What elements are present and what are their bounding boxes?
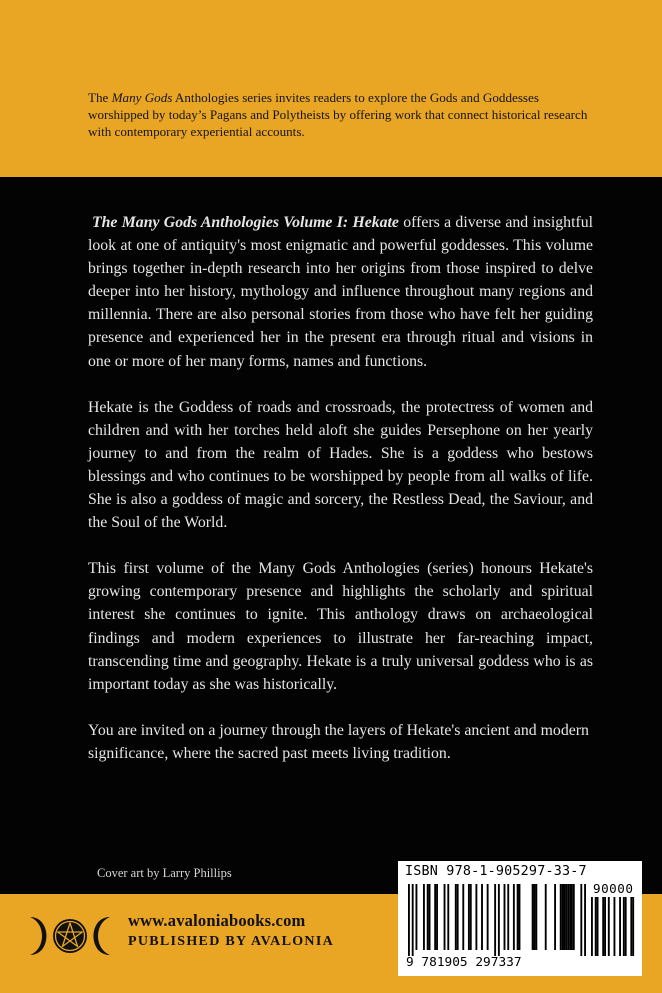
ean-digits: 9 781905 297337 xyxy=(406,955,522,970)
book-title-lead: The Many Gods Anthologies Volume I: Hekate xyxy=(92,214,399,231)
ean13-barcode-icon xyxy=(408,884,586,956)
publisher-name: PUBLISHED BY AVALONIA xyxy=(128,934,334,949)
series-blurb: The Many Gods Anthologies series invites readers to explore the Gods and Goddesses worshipped by today’s Pagans and Polytheists by offering work that connect historical research with contemporary experiential accounts. xyxy=(88,90,588,139)
description-paragraph-1: The Many Gods Anthologies Volume I: Hekate offers a diverse and insightful look at one of antiquity's most enigmatic and powerful goddesses. This volume brings together in-depth research into her origins from those inspired to delve deeper into her history, mythology and influence throughout many regions and millennia. There are also personal stories from those who have felt her guiding presence and experienced her in the present era through ritual and visions in one or more of her many forms, names and functions. xyxy=(88,214,594,370)
cover-art-credit: Cover art by Larry Phillips xyxy=(97,866,232,880)
price-addon-barcode-icon xyxy=(591,897,636,956)
price-code: 90000 xyxy=(593,881,634,896)
triple-moon-pentagram-icon xyxy=(24,913,116,959)
description-paragraph-4: You are invited on a journey through the layers of Hekate's ancient and modern significance, where the sacred past meets living tradition. xyxy=(88,721,589,762)
publisher-website[interactable]: www.avaloniabooks.com xyxy=(128,911,306,930)
top-band xyxy=(0,0,662,177)
description-paragraph-2: Hekate is the Goddess of roads and crossroads, the protectress of women and children and with her torches held aloft she guides Persephone on her yearly journey to and from the realm of Hades. She is a goddess who bestows blessings and who continues to be worshipped by people from all walks of life. She is also a goddess of magic and sorcery, the Restless Dead, the Saviour, and the Soul of the World. xyxy=(88,398,593,532)
isbn-barcode xyxy=(398,861,642,976)
book-description xyxy=(88,211,593,788)
isbn-text: ISBN 978-1-905297-33-7 xyxy=(405,864,587,879)
description-paragraph-3: This first volume of the Many Gods Anthologies (series) honours Hekate's growing contemporary presence and highlights the scholarly and spiritual interest she continues to ignite. This anthology draws on archaeological findings and modern experiences to illustrate her far-reaching impact, transcending time and geography. Hekate is a truly universal goddess who is as important today as she was historically. xyxy=(88,560,593,693)
